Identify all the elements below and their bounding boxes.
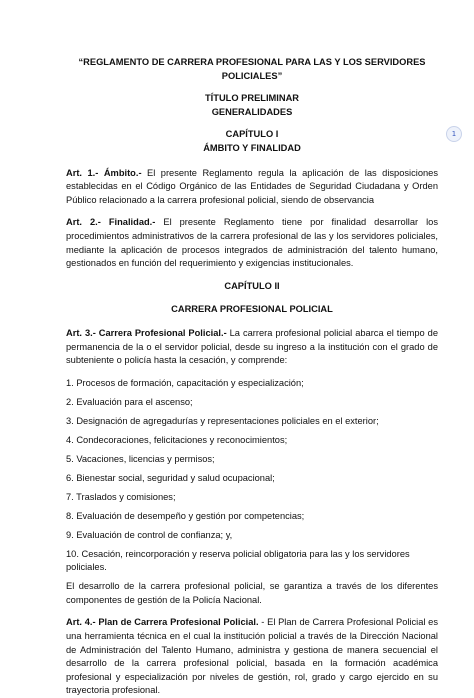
page-number-badge[interactable]: 1	[446, 126, 462, 142]
article-1-text: El presente Reglamento regula la aplicación de las disposiciones establecidas en el Código Orgánico de las Entidades de Seguridad Ciudadana y Orden Público relacionado a la carrera profesional policial, siendo de observancia	[66, 167, 438, 205]
article-1-label: Art. 1.- Ámbito.-	[66, 167, 142, 178]
list-item: 5. Vacaciones, licencias y permisos;	[66, 453, 215, 464]
list-item: 2. Evaluación para el ascenso;	[66, 396, 193, 407]
chapter-2-subtitle: CARRERA PROFESIONAL POLICIAL	[171, 304, 333, 315]
article-4-label: Art. 4.- Plan de Carrera Profesional Policial.	[66, 617, 259, 628]
list-item: 9. Evaluación de control de confianza; y,	[66, 529, 233, 540]
list-item: 8. Evaluación de desempeño y gestión por competencias;	[66, 510, 305, 521]
article-3-text: La carrera profesional policial abarca el tiempo de permanencia de la o el servidor policial, desde su ingreso a la institución con el grado de subteniente o policía hasta la cesación, y comprende:	[66, 327, 438, 366]
chapter-1-heading: CAPÍTULO I	[225, 129, 279, 140]
chapter-1-subtitle: ÁMBITO Y FINALIDAD	[203, 142, 301, 153]
article-3-list	[66, 377, 438, 575]
article-3-label: Art. 3.- Carrera Profesional Policial.-	[66, 327, 227, 338]
list-item: 10. Cesación, reincorporación y reserva policial obligatoria para las y los servidores policiales.	[66, 548, 410, 573]
article-2-label: Art. 2.- Finalidad.-	[66, 217, 156, 228]
document-title: “REGLAMENTO DE CARRERA PROFESIONAL PARA LAS Y LOS SERVIDORES POLICIALES”	[78, 57, 426, 81]
list-item: 6. Bienestar social, seguridad y salud ocupacional;	[66, 472, 275, 483]
list-item: 7. Traslados y comisiones;	[66, 491, 176, 502]
titulo-preliminar-heading: TÍTULO PRELIMINAR	[205, 93, 299, 104]
article-4	[66, 616, 438, 698]
article-4-text: - El Plan de Carrera Profesional Policial es una herramienta técnica en el cual la institución policial a través de la Dirección Nacional de Administración del Talento Humano, administra y gestiona de manera secuencial el desarrollo de la carrera profesional policial, basada en la formación académica profesional y especialización por niveles de gestión, rol, grado y cargo ejercido en su trayectoria profesional.	[66, 617, 438, 696]
chapter-2-heading: CAPÍTULO II	[224, 280, 280, 291]
development-paragraph: El desarrollo de la carrera profesional policial, se garantiza a través de los diferentes componentes de gestión de la Policía Nacional.	[66, 581, 438, 605]
article-3	[66, 327, 438, 368]
list-item: 4. Condecoraciones, felicitaciones y reconocimientos;	[66, 434, 288, 445]
list-item: 1. Procesos de formación, capacitación y especialización;	[66, 377, 304, 388]
article-1	[66, 167, 438, 208]
article-2-text: El presente Reglamento tiene por finalidad desarrollar los procedimientos administrativos de la carrera profesional de las y los servidores policiales, mediante la aplicación de procesos integrados de administración del talento humano, gestionados en función del requerimiento y exigencias institucionales.	[66, 217, 438, 269]
generalidades-heading: GENERALIDADES	[211, 106, 293, 117]
article-2	[66, 216, 438, 270]
list-item: 3. Designación de agregadurías y representaciones policiales en el exterior;	[66, 415, 379, 426]
